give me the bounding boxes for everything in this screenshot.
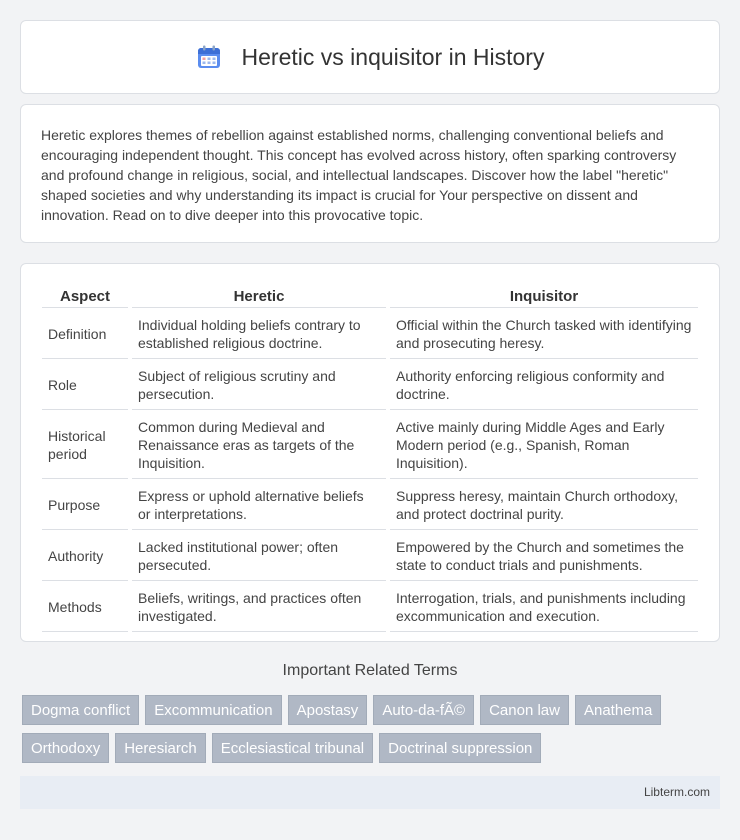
row-heretic: Beliefs, writings, and practices often investigated.: [132, 583, 386, 632]
tag-ecclesiastical-tribunal[interactable]: Ecclesiastical tribunal: [212, 733, 373, 763]
page-title: Heretic vs inquisitor in History: [241, 43, 545, 70]
tag-apostasy[interactable]: Apostasy: [288, 695, 368, 725]
related-terms-title: Important Related Terms: [282, 662, 458, 679]
intro-card: [20, 104, 720, 243]
tag-orthodoxy[interactable]: Orthodoxy: [22, 733, 109, 763]
table-row: [42, 583, 698, 632]
calendar-icon: [196, 44, 222, 70]
row-heretic: Individual holding beliefs contrary to established religious doctrine.: [132, 310, 386, 359]
header-heretic: Heretic: [132, 284, 386, 308]
row-heretic: Express or uphold alternative beliefs or interpretations.: [132, 481, 386, 530]
table-row: [42, 310, 698, 359]
table-row: [42, 481, 698, 530]
comparison-table-card: [20, 263, 720, 642]
footer: [20, 776, 720, 809]
row-aspect: Purpose: [42, 481, 128, 530]
header-aspect: Aspect: [42, 284, 128, 308]
footer-site-link[interactable]: Libterm.com: [643, 785, 710, 799]
row-aspect: Historical period: [42, 412, 128, 479]
row-heretic: Lacked institutional power; often persecuted.: [132, 532, 386, 581]
row-inquisitor: Authority enforcing religious conformity and doctrine.: [390, 361, 698, 410]
table-header-row: [42, 284, 698, 308]
related-terms-list: [22, 695, 722, 763]
row-inquisitor: Active mainly during Middle Ages and Early Modern period (e.g., Spanish, Roman Inquisition).: [390, 412, 698, 479]
row-heretic: Common during Medieval and Renaissance eras as targets of the Inquisition.: [132, 412, 386, 479]
intro-text: Heretic explores themes of rebellion against established norms, challenging conventional beliefs and encouraging independent thought. This concept has evolved across history, often sparking controversy and profound change in religious, social, and intellectual landscapes. Discover how the label "heretic" shaped societies and why understanding its impact is crucial for Your perspective on dissent and innovation. Read on to dive deeper into this provocative topic.: [41, 127, 677, 223]
tag-anathema[interactable]: Anathema: [575, 695, 661, 725]
tag-excommunication[interactable]: Excommunication: [145, 695, 281, 725]
row-heretic: Subject of religious scrutiny and persecution.: [132, 361, 386, 410]
row-aspect: Methods: [42, 583, 128, 632]
row-aspect: Authority: [42, 532, 128, 581]
table-row: [42, 361, 698, 410]
row-aspect: Role: [42, 361, 128, 410]
row-inquisitor: Empowered by the Church and sometimes the state to conduct trials and punishments.: [390, 532, 698, 581]
tag-doctrinal-suppression[interactable]: Doctrinal suppression: [379, 733, 541, 763]
row-inquisitor: Official within the Church tasked with identifying and prosecuting heresy.: [390, 310, 698, 359]
table-row: [42, 412, 698, 479]
header-card: [20, 20, 720, 94]
header-inquisitor: Inquisitor: [390, 284, 698, 308]
comparison-table: [38, 282, 702, 634]
tag-heresiarch[interactable]: Heresiarch: [115, 733, 206, 763]
row-aspect: Definition: [42, 310, 128, 359]
tag-auto-da-fe[interactable]: Auto-da-fÃ©: [373, 695, 474, 725]
tag-canon-law[interactable]: Canon law: [480, 695, 569, 725]
tag-dogma-conflict[interactable]: Dogma conflict: [22, 695, 139, 725]
row-inquisitor: Interrogation, trials, and punishments including excommunication and execution.: [390, 583, 698, 632]
row-inquisitor: Suppress heresy, maintain Church orthodoxy, and protect doctrinal purity.: [390, 481, 698, 530]
table-row: [42, 532, 698, 581]
